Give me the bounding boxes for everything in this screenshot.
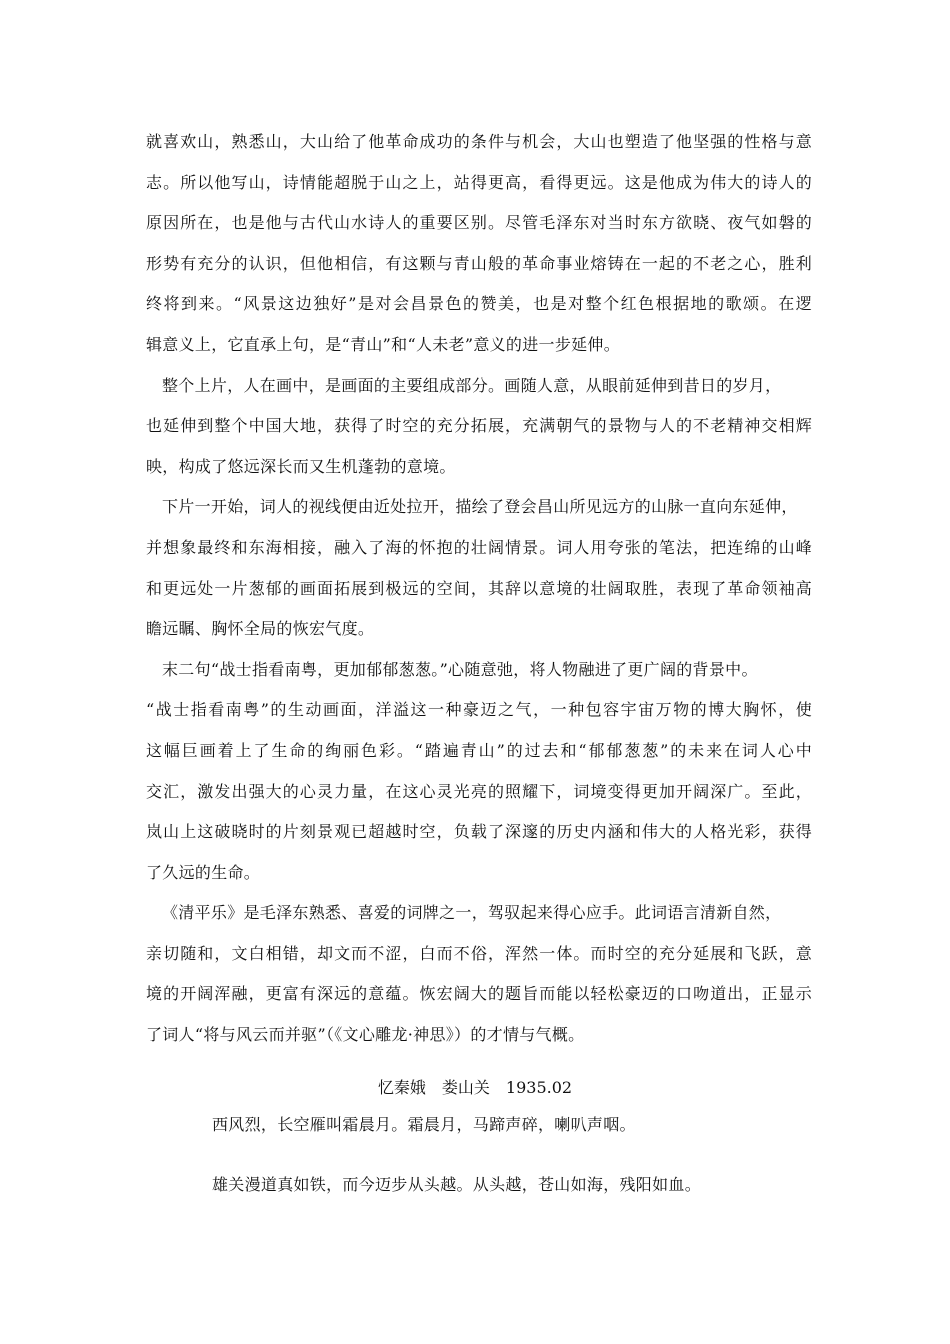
paragraph [146, 122, 812, 366]
text-line: 《清平乐》是毛泽东熟悉、喜爱的词牌之一，驾驭起来得心应手。此词语言清新自然， [162, 903, 782, 923]
poem-line: 雄关漫道真如铁，而今迈步从头越。从头越，苍山如海，残阳如血。 [212, 1175, 702, 1194]
text-line: 亲切随和，文白相错，却文而不涩，白而不俗，浑然一体。而时空的充分延展和飞跃，意 [146, 943, 812, 963]
text-line: 岚山上这破晓时的片刻景观已超越时空，负载了深邃的历史内涵和伟大的人格光彩，获得 [146, 822, 812, 842]
text-line: “战士指看南粤”的生动画面，洋溢这一种豪迈之气，一种包容宇宙万物的博大胸怀，使 [146, 700, 812, 720]
text-line: 映，构成了悠远深长而又生机蓬勃的意境。 [146, 456, 456, 476]
text-line: 这幅巨画着上了生命的绚丽色彩。“踏遍青山”的过去和“郁郁葱葱”的未来在词人心中 [146, 740, 812, 760]
text-line: 境的开阔浑融，更富有深远的意蕴。恢宏阔大的题旨而能以轻松豪迈的口吻道出，正显示 [146, 984, 812, 1004]
text-line: 整个上片，人在画中，是画面的主要组成部分。画随人意，从眼前延伸到昔日的岁月， [162, 375, 782, 395]
paragraph [146, 893, 812, 1055]
text-line: 下片一开始，词人的视线便由近处拉开，描绘了登会昌山所见远方的山脉一直向东延伸， [162, 497, 798, 517]
text-line: 原因所在，也是他与古代山水诗人的重要区别。尽管毛泽东对当时东方欲晓、夜气如磐的 [146, 213, 812, 233]
text-line: 末二句“战士指看南粤，更加郁郁葱葱。”心随意弛，将人物融进了更广阔的背景中。 [162, 659, 758, 679]
text-line: 志。所以他写山，诗情能超脱于山之上，站得更高，看得更远。这是他成为伟大的诗人的 [146, 172, 812, 192]
text-line: 了词人“将与风云而并驱”（《文心雕龙·神思》）的才情与气概。 [146, 1025, 585, 1045]
text-line: 交汇，激发出强大的心灵力量，在这心灵光亮的照耀下，词境变得更加开阔深广。至此， [146, 781, 812, 801]
paragraph [146, 487, 812, 649]
text-line: 了久远的生命。 [146, 862, 261, 882]
text-line: 也延伸到整个中国大地，获得了时空的充分拓展，充满朝气的景物与人的不老精神交相辉 [146, 416, 812, 436]
paragraph [146, 650, 812, 894]
paragraph [146, 366, 812, 488]
commentary-text [146, 122, 812, 1056]
text-line: 就喜欢山，熟悉山，大山给了他革命成功的条件与机会，大山也塑造了他坚强的性格与意 [146, 132, 812, 151]
poem-line: 西风烈，长空雁叫霜晨月。霜晨月，马蹄声碎，喇叭声咽。 [212, 1115, 636, 1134]
text-line: 瞻远瞩、胸怀全局的恢宏气度。 [146, 619, 375, 639]
text-line: 和更远处一片葱郁的画面拓展到极远的空间，其辞以意境的壮阔取胜，表现了革命领袖高 [146, 578, 812, 598]
text-line: 并想象最终和东海相接，融入了海的怀抱的壮阔情景。词人用夸张的笔法，把连绵的山峰 [146, 537, 812, 557]
text-line: 辑意义上，它直承上句，是“青山”和“人未老”意义的进一步延伸。 [146, 334, 621, 354]
poem-title: 忆秦娥 娄山关 1935.02 [377, 1078, 573, 1097]
text-line: 形势有充分的认识，但他相信，有这颗与青山般的革命事业熔铸在一起的不老之心，胜利 [146, 253, 812, 273]
text-line: 终将到来。“风景这边独好”是对会昌景色的赞美，也是对整个红色根据地的歌颂。在逻 [146, 294, 812, 314]
